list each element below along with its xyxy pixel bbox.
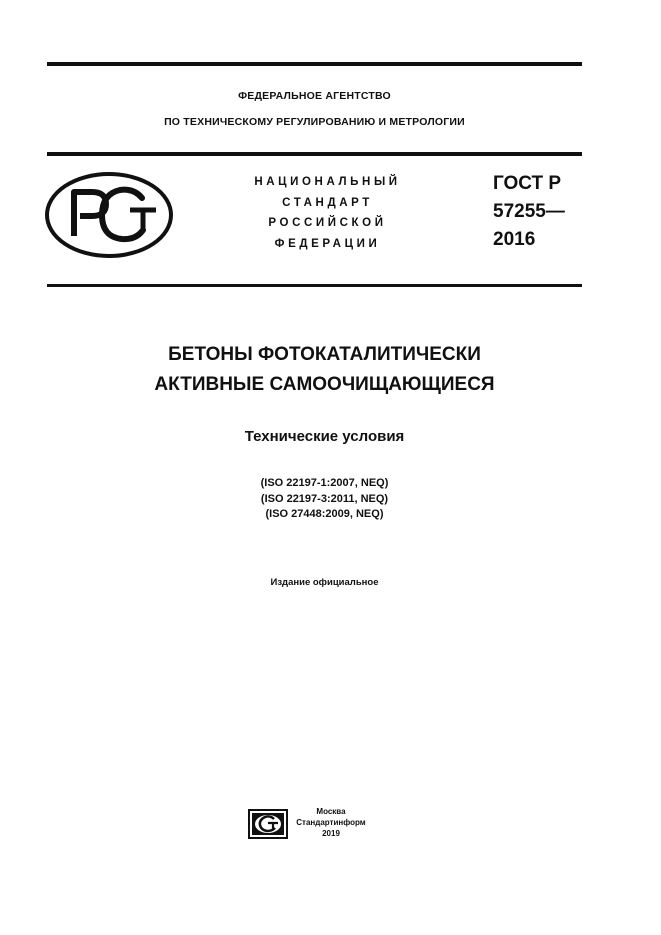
publisher-name: Стандартинформ — [296, 818, 366, 827]
iso-reference: (ISO 22197-1:2007, NEQ) — [260, 477, 389, 489]
designation-line: ГОСТ Р — [493, 173, 562, 194]
top-rule — [47, 62, 582, 66]
edition-note: Издание официальное — [270, 577, 379, 588]
iso-reference: (ISO 22197-3:2011, NEQ) — [260, 492, 389, 505]
national-standard-line: РОССИЙСКОЙ — [268, 217, 387, 229]
national-standard-line: НАЦИОНАЛЬНЫЙ — [254, 176, 401, 188]
publisher-city: Москва — [316, 807, 346, 816]
standartinform-logo-icon — [248, 809, 288, 839]
document-subtitle: Технические условия — [244, 428, 405, 445]
rst-certification-mark-icon — [44, 170, 174, 260]
document-title — [47, 340, 602, 400]
title-line1: БЕТОНЫ ФОТОКАТАЛИТИЧЕСКИ — [168, 344, 481, 365]
national-standard-line: ФЕДЕРАЦИИ — [274, 237, 381, 250]
title-line2: АКТИВНЫЕ САМООЧИЩАЮЩИЕСЯ — [154, 374, 495, 395]
national-standard-line: СТАНДАРТ — [282, 196, 373, 209]
iso-reference: (ISO 27448:2009, NEQ) — [265, 508, 384, 520]
publisher-year: 2019 — [322, 829, 340, 838]
designation-line: 2016 — [493, 229, 536, 250]
national-standard-block — [240, 172, 415, 254]
agency-name-line2: ПО ТЕХНИЧЕСКОМУ РЕГУЛИРОВАНИЮ И МЕТРОЛОГИИ — [164, 116, 465, 128]
standard-designation — [493, 170, 565, 254]
designation-line: 57255— — [493, 201, 565, 222]
iso-references — [47, 476, 602, 523]
publisher-info — [296, 806, 366, 839]
middle-rule — [47, 152, 582, 156]
bottom-rule — [47, 284, 582, 287]
agency-name-line1: ФЕДЕРАЛЬНОЕ АГЕНТСТВО — [238, 90, 391, 102]
